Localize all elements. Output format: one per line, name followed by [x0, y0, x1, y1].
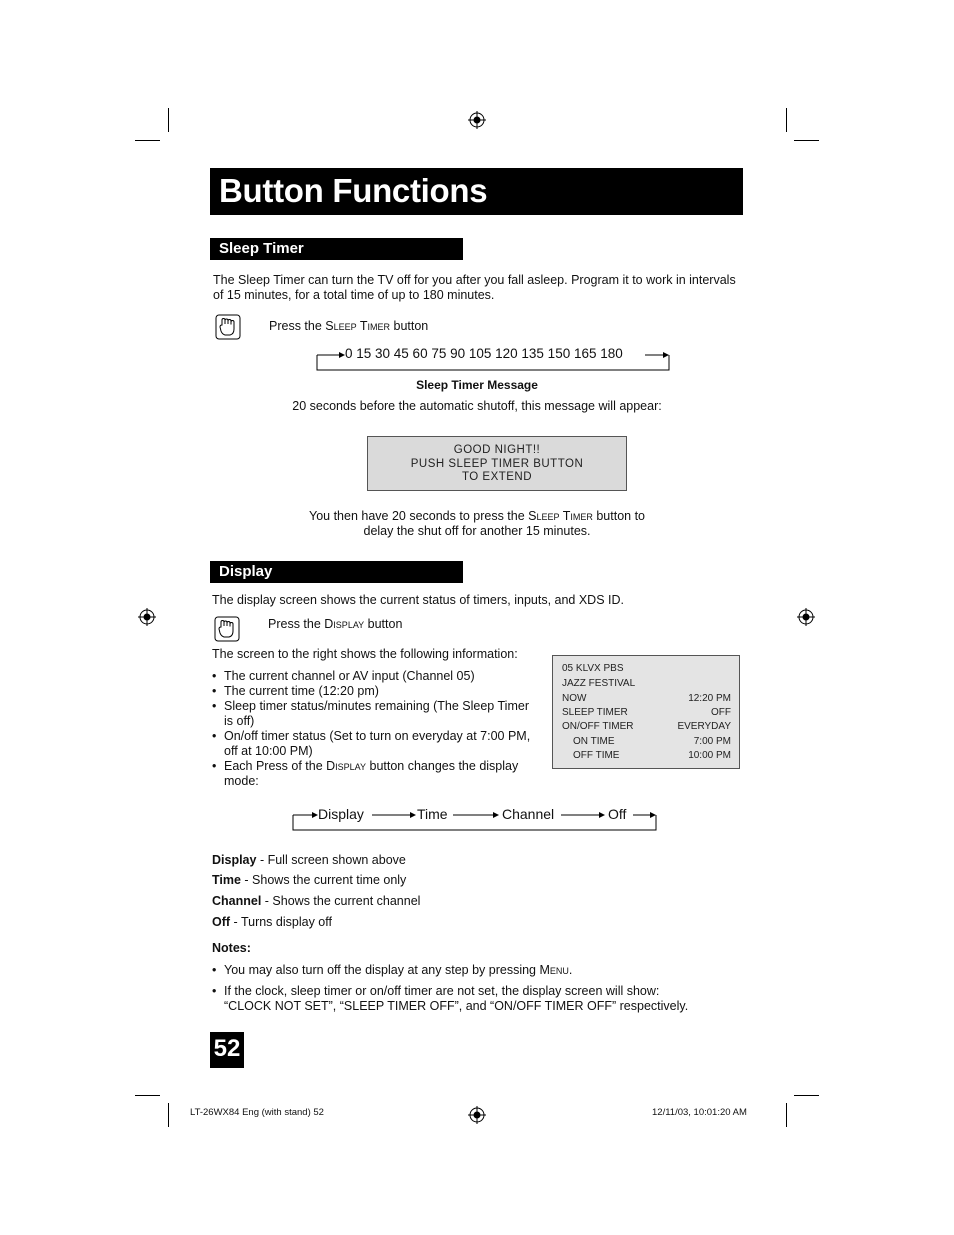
crop-mark [794, 1095, 819, 1096]
sleep-intro-line2: of 15 minutes, for a total time of up to 180 minutes. [213, 288, 495, 302]
sleep-sequence-values: 0 15 30 45 60 75 90 105 120 135 150 165 180 [345, 346, 623, 361]
list-item: • If the clock, sleep timer or on/off timer are not set, the display screen will show: “CLOCK NOT SET”, “SLEEP TIMER OFF”, and “ON/OFF TIMER OFF” respectively. [212, 984, 752, 1014]
crop-mark [168, 1103, 169, 1127]
crop-mark [794, 140, 819, 141]
goodnight-osd-message [367, 436, 627, 491]
page-title: Button Functions [219, 172, 488, 209]
press-button-hand-icon [215, 314, 241, 340]
osd-on-time-row: ON TIME 7:00 PM [573, 736, 731, 747]
notes-heading: Notes: [212, 941, 251, 955]
page-number-box [210, 1032, 244, 1068]
def-channel: Channel - Shows the current channel [212, 894, 421, 908]
sleep-press-instruction: Press the Sleep Timer button [269, 319, 429, 333]
def-off: Off - Turns display off [212, 915, 332, 929]
sleep-timer-heading: Sleep Timer [219, 240, 304, 257]
registration-mark-icon [468, 111, 486, 129]
sleep-timer-heading-bar [210, 238, 463, 260]
list-item: • The current channel or AV input (Channel 05) [212, 669, 542, 684]
osd-line: TO EXTEND [461, 471, 533, 483]
sleep-message-heading: Sleep Timer Message [416, 378, 538, 392]
display-info-intro: The screen to the right shows the following information: [212, 647, 518, 661]
display-heading-bar [210, 561, 463, 583]
list-item: • You may also turn off the display at any step by pressing Menu. [212, 963, 752, 978]
osd-off-time-row: OFF TIME 10:00 PM [573, 750, 731, 761]
display-osd-screen [552, 655, 740, 769]
crop-mark [786, 108, 787, 132]
osd-program: JAZZ FESTIVAL [562, 678, 636, 689]
mode-channel-label: Channel [502, 806, 555, 822]
display-info-list [212, 669, 542, 789]
mode-time-label: Time [417, 806, 448, 822]
crop-mark [168, 108, 169, 132]
sleep-after-line2: delay the shut off for another 15 minutes. [363, 524, 591, 538]
mode-off-label: Off [608, 806, 627, 822]
display-press-instruction: Press the Display button [268, 617, 403, 631]
page-title-bar [210, 168, 743, 215]
osd-sleep-row: SLEEP TIMER OFF [562, 707, 731, 718]
mode-display-label: Display [318, 806, 364, 822]
osd-now-row: NOW 12:20 PM [562, 693, 731, 704]
crop-mark [135, 1095, 160, 1096]
list-item: • On/off timer status (Set to turn on everyday at 7:00 PM, off at 10:00 PM) [212, 729, 542, 759]
crop-mark [786, 1103, 787, 1127]
osd-channel: 05 KLVX PBS [562, 663, 624, 674]
list-item: • Each Press of the Display button changes the display mode: [212, 759, 542, 789]
footer-right: 12/11/03, 10:01:20 AM [652, 1107, 747, 1118]
footer-left: LT-26WX84 Eng (with stand) 52 [190, 1107, 324, 1118]
crop-mark [135, 140, 160, 141]
registration-mark-icon [138, 608, 156, 626]
display-heading: Display [219, 563, 273, 580]
display-intro: The display screen shows the current status of timers, inputs, and XDS ID. [212, 593, 624, 607]
page-number: 52 [213, 1035, 241, 1062]
list-item: • Sleep timer status/minutes remaining (The Sleep Timer is off) [212, 699, 542, 729]
notes-list [212, 963, 752, 1014]
list-item: • The current time (12:20 pm) [212, 684, 542, 699]
osd-line: GOOD NIGHT!! [453, 444, 541, 456]
def-display: Display - Full screen shown above [212, 853, 406, 867]
registration-mark-icon [468, 1106, 486, 1124]
registration-mark-icon [797, 608, 815, 626]
def-time: Time - Shows the current time only [212, 873, 407, 887]
osd-onoff-row: ON/OFF TIMER EVERYDAY [562, 721, 731, 732]
sleep-after-line1: You then have 20 seconds to press the Sleep Timer button to [309, 509, 645, 523]
sleep-intro-line1: The Sleep Timer can turn the TV off for you after you fall asleep. Program it to work in intervals [213, 273, 736, 287]
sleep-message-intro: 20 seconds before the automatic shutoff, this message will appear: [292, 399, 662, 413]
press-button-hand-icon [214, 616, 240, 642]
osd-line: PUSH SLEEP TIMER BUTTON [410, 457, 584, 470]
